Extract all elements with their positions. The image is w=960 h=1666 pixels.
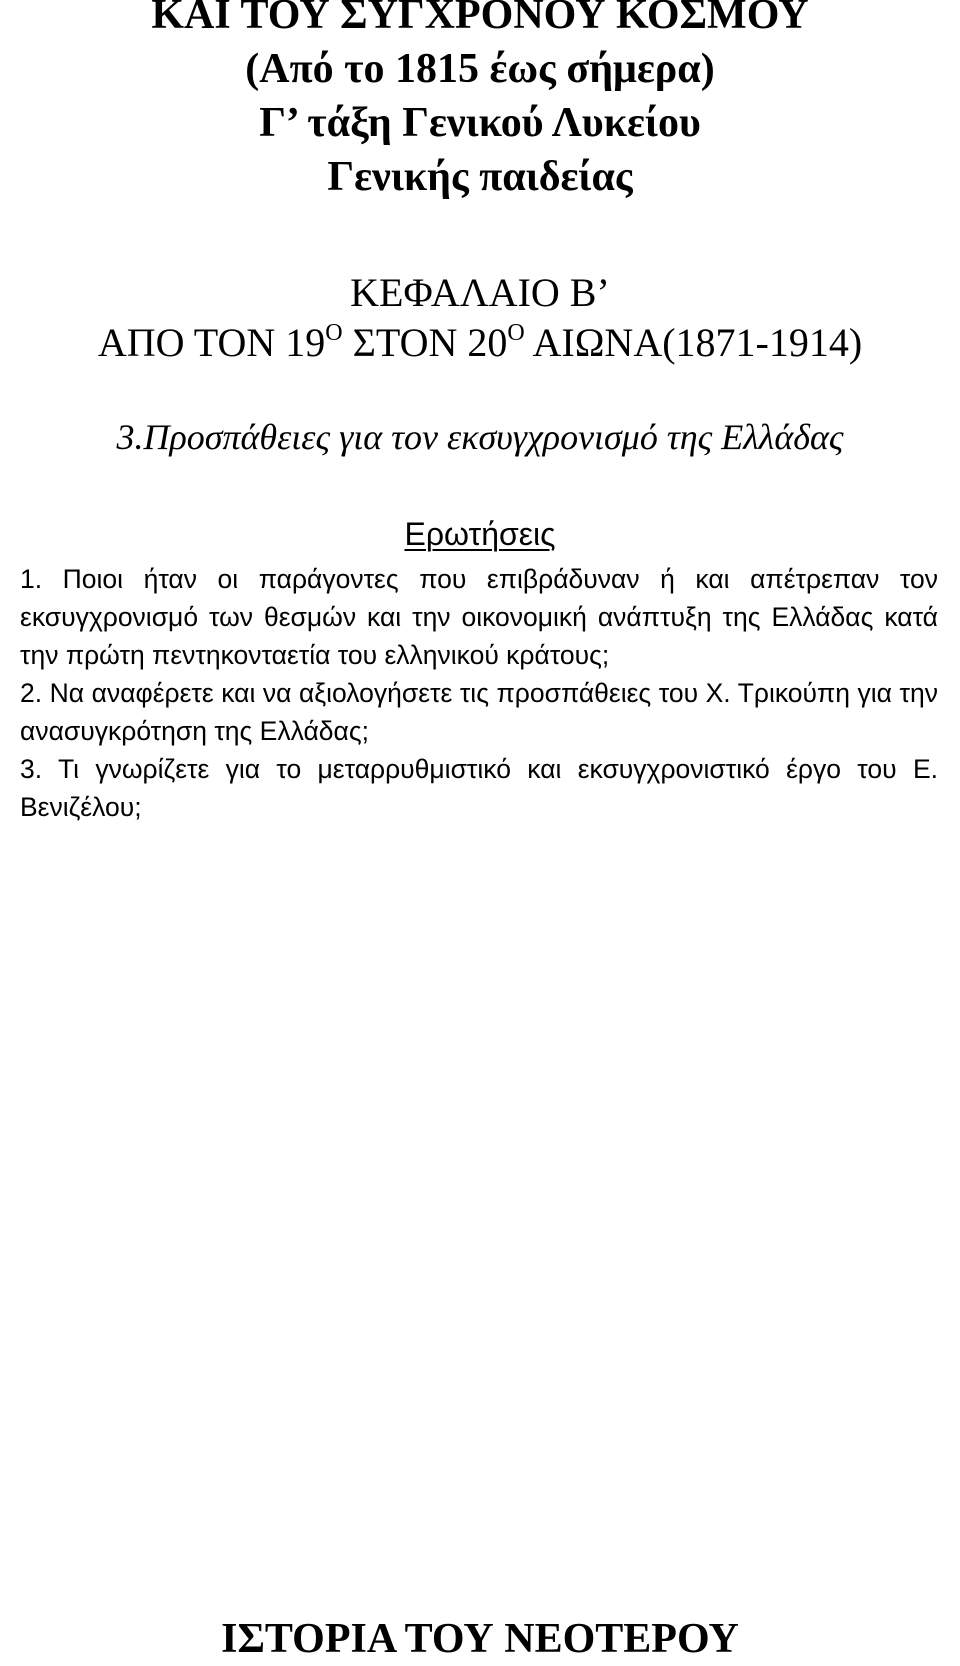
question-item: 2. Να αναφέρετε και να αξιολογήσετε τις προσπάθειες του Χ. Τρικούπη για την ανασυγκρότηση της Ελλάδας; (20, 678, 938, 746)
title-line: Γ’ τάξη Γενικού Λυκείου (259, 100, 701, 146)
title-line: (Από το 1815 έως σήμερα) (245, 46, 715, 92)
question-item: 1. Ποιοι ήταν οι παράγοντες που επιβράδυναν ή και απέτρεπαν τον εκσυγχρονισμό των θεσμών και την οικονομική ανάπτυξη της Ελλάδας κατά την πρώτη πεντηκονταετία του ελληνικού κράτους; (20, 564, 938, 670)
chapter-subtitle-part: ΣΤΟΝ 20 (342, 320, 508, 365)
footer-title: ΙΣΤΟΡΙΑ ΤΟΥ ΝΕΟΤΕΡΟΥ (221, 1616, 739, 1662)
title-line: Γενικής παιδείας (327, 154, 633, 200)
chapter-subtitle (0, 318, 960, 374)
title-line: ΚΑΙ ΤΟΥ ΣΥΓΧΡΟΝΟΥ ΚΟΣΜΟΥ (151, 0, 809, 38)
chapter-heading (0, 268, 960, 374)
superscript: Ο (507, 320, 525, 346)
superscript: Ο (325, 320, 343, 346)
chapter-subtitle-part: ΑΠΟ ΤΟΝ 19 (97, 320, 326, 365)
document-title (0, 0, 960, 204)
questions-list (20, 560, 938, 826)
section-title: 3.Προσπάθειες για τον εκσυγχρονισμό της Ελλάδας (116, 417, 844, 457)
question-item: 3. Τι γνωρίζετε για το μεταρρυθμιστικό και εκσυγχρονιστικό έργο του Ε. Βενιζέλου; (20, 754, 938, 822)
chapter-subtitle-part: ΑΙΩΝΑ(1871-1914) (524, 320, 863, 365)
questions-heading: Ερωτήσεις (404, 516, 556, 552)
chapter-label: ΚΕΦΑΛΑΙΟ Β’ (350, 270, 610, 315)
